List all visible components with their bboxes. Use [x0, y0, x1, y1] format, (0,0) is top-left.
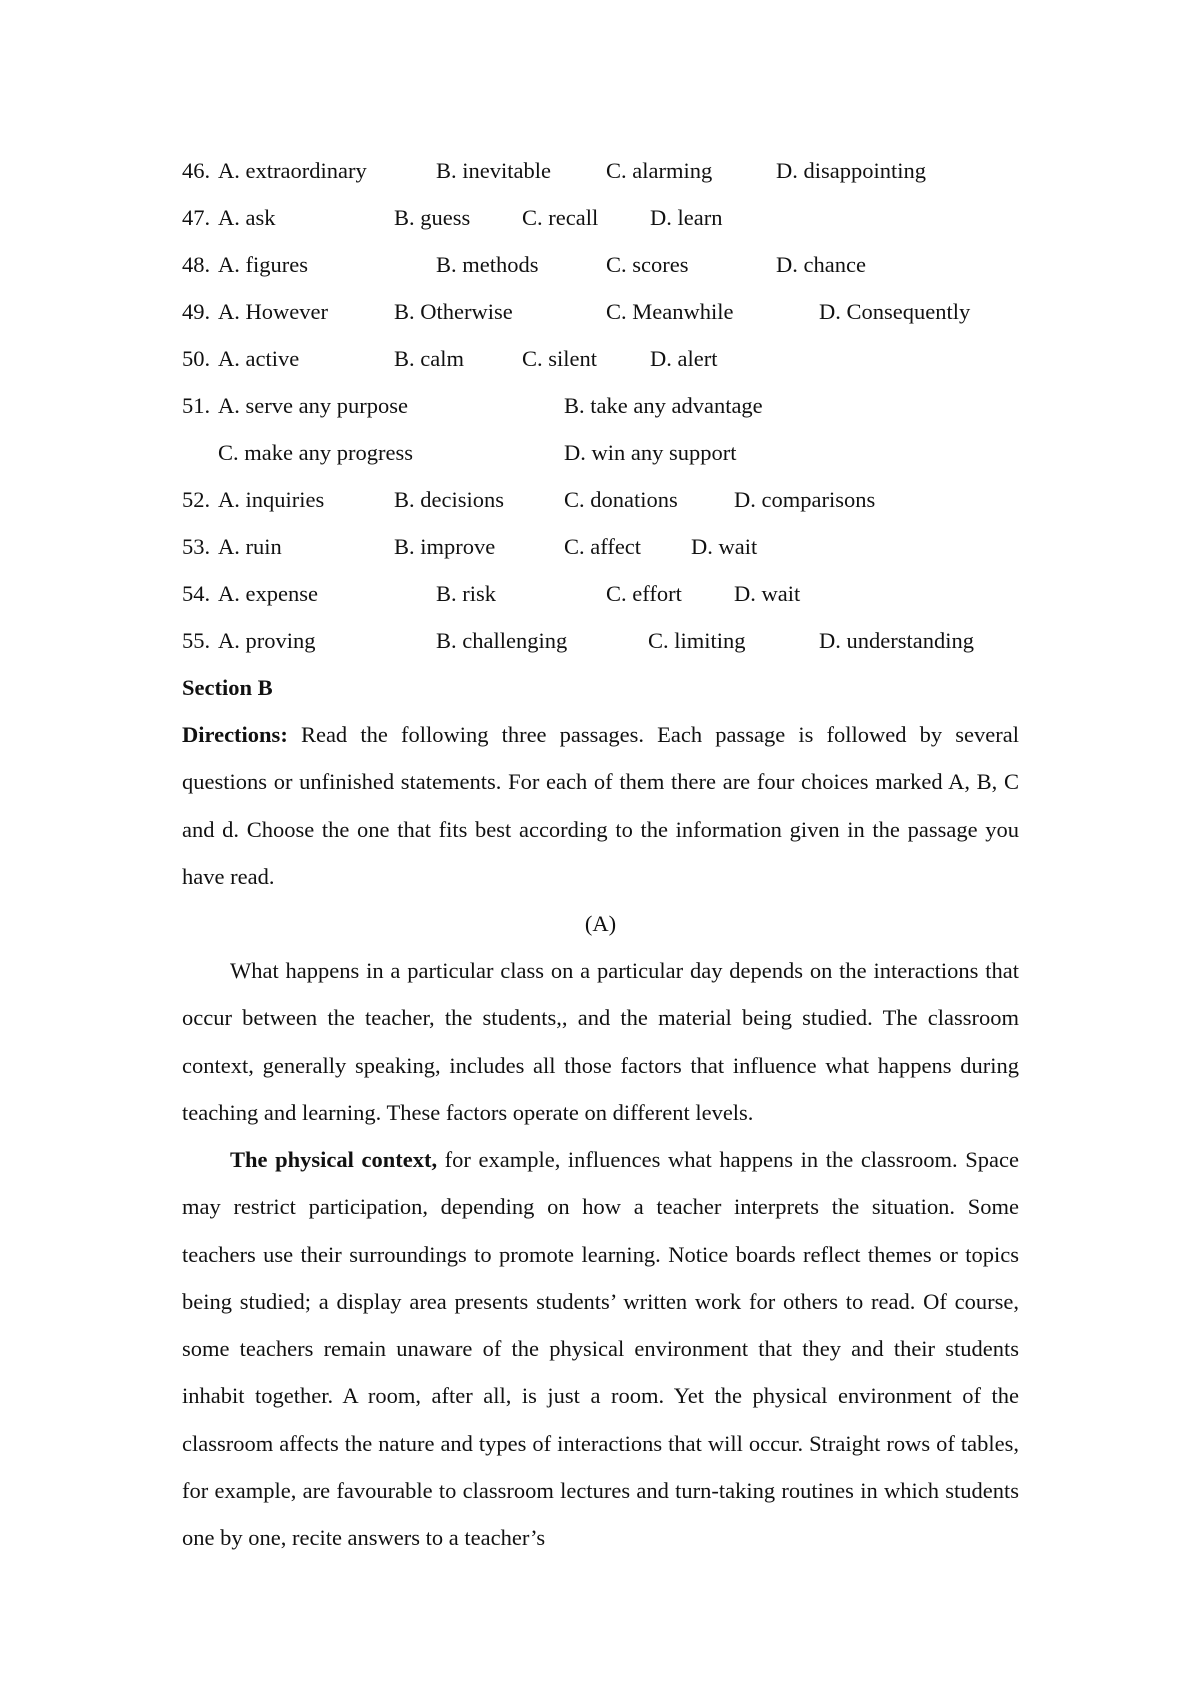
option-a: A. expense [218, 581, 318, 606]
option-c: C. donations [564, 487, 678, 512]
option-b: B. decisions [394, 487, 504, 512]
option-c: C. alarming [606, 158, 713, 183]
passage-paragraph-1 [182, 947, 1019, 1136]
option-c: C. scores [606, 252, 689, 277]
option-d: D. wait [734, 581, 801, 606]
option-a: A. active [218, 346, 300, 371]
option-a: A. ruin [218, 534, 282, 559]
option-a: A. inquiries [218, 487, 325, 512]
option-b: B. calm [394, 346, 464, 371]
option-d: D. Consequently [819, 299, 971, 324]
directions-paragraph [182, 711, 1019, 900]
option-c: C. recall [522, 205, 599, 230]
option-c: C. effort [606, 581, 682, 606]
option-d: D. learn [650, 205, 723, 230]
option-c: C. Meanwhile [606, 299, 734, 324]
option-a: A. serve any purpose [218, 393, 408, 418]
option-b: B. guess [394, 205, 471, 230]
question-number: 52. [182, 487, 211, 512]
option-b: B. take any advantage [564, 393, 763, 418]
question-number: 51. [182, 393, 211, 418]
question-number: 55. [182, 628, 211, 653]
option-b: B. methods [436, 252, 539, 277]
question-number: 47. [182, 205, 211, 230]
option-d: D. wait [691, 534, 758, 559]
option-a: A. However [218, 299, 328, 324]
paragraph-lead: The physical context, [230, 1147, 438, 1172]
question-number: 53. [182, 534, 211, 559]
option-d: D. comparisons [734, 487, 876, 512]
passage-paragraph-2 [182, 1136, 1019, 1562]
option-a: A. ask [218, 205, 276, 230]
option-a: A. figures [218, 252, 308, 277]
directions-label: Directions: [182, 722, 288, 747]
option-d: D. alert [650, 346, 718, 371]
option-d: D. disappointing [776, 158, 926, 183]
section-heading: Section B [182, 675, 273, 700]
question-number: 46. [182, 158, 211, 183]
option-c: C. silent [522, 346, 598, 371]
paragraph-text: for example, influences what happens in the classroom. Space may restrict participation, depending on how a teacher interprets the situation. Some teachers use their surroundings to promote learning. Notice boards reflect themes or topics being studied; a display area presents students’ written work for others to read. Of course, some teachers remain unaware of the physical environment that they and their students inhabit together. A room, after all, is just a room. Yet the physical environment of the classroom affects the nature and types of interactions that will occur. Straight rows of tables, for example, are favourable to classroom lectures and turn-taking routines in which students one by one, recite answers to a teacher’s [182, 1147, 1019, 1551]
option-d: D. understanding [819, 628, 974, 653]
directions-text: Read the following three passages. Each passage is followed by several questions or unfinished statements. For each of them there are four choices marked A, B, C and d. Choose the one that fits best according to the information given in the passage you have read. [182, 722, 1020, 889]
option-d: D. win any support [564, 440, 737, 465]
option-b: B. improve [394, 534, 496, 559]
question-number: 49. [182, 299, 211, 324]
option-b: B. inevitable [436, 158, 551, 183]
question-number: 50. [182, 346, 211, 371]
option-c: C. make any progress [218, 440, 413, 465]
option-c: C. affect [564, 534, 642, 559]
option-d: D. chance [776, 252, 866, 277]
option-a: A. proving [218, 628, 316, 653]
passage-label: (A) [584, 911, 617, 936]
option-a: A. extraordinary [218, 158, 367, 183]
option-b: B. risk [436, 581, 497, 606]
option-b: B. challenging [436, 628, 568, 653]
option-b: B. Otherwise [394, 299, 513, 324]
question-number: 54. [182, 581, 211, 606]
paragraph-text: What happens in a particular class on a particular day depends on the interactions that occur between the teacher, the students,, and the material being studied. The classroom context, generally speaking, includes all those factors that influence what happens during teaching and learning. These factors operate on different levels. [182, 958, 1019, 1125]
question-number: 48. [182, 252, 211, 277]
option-c: C. limiting [648, 628, 746, 653]
